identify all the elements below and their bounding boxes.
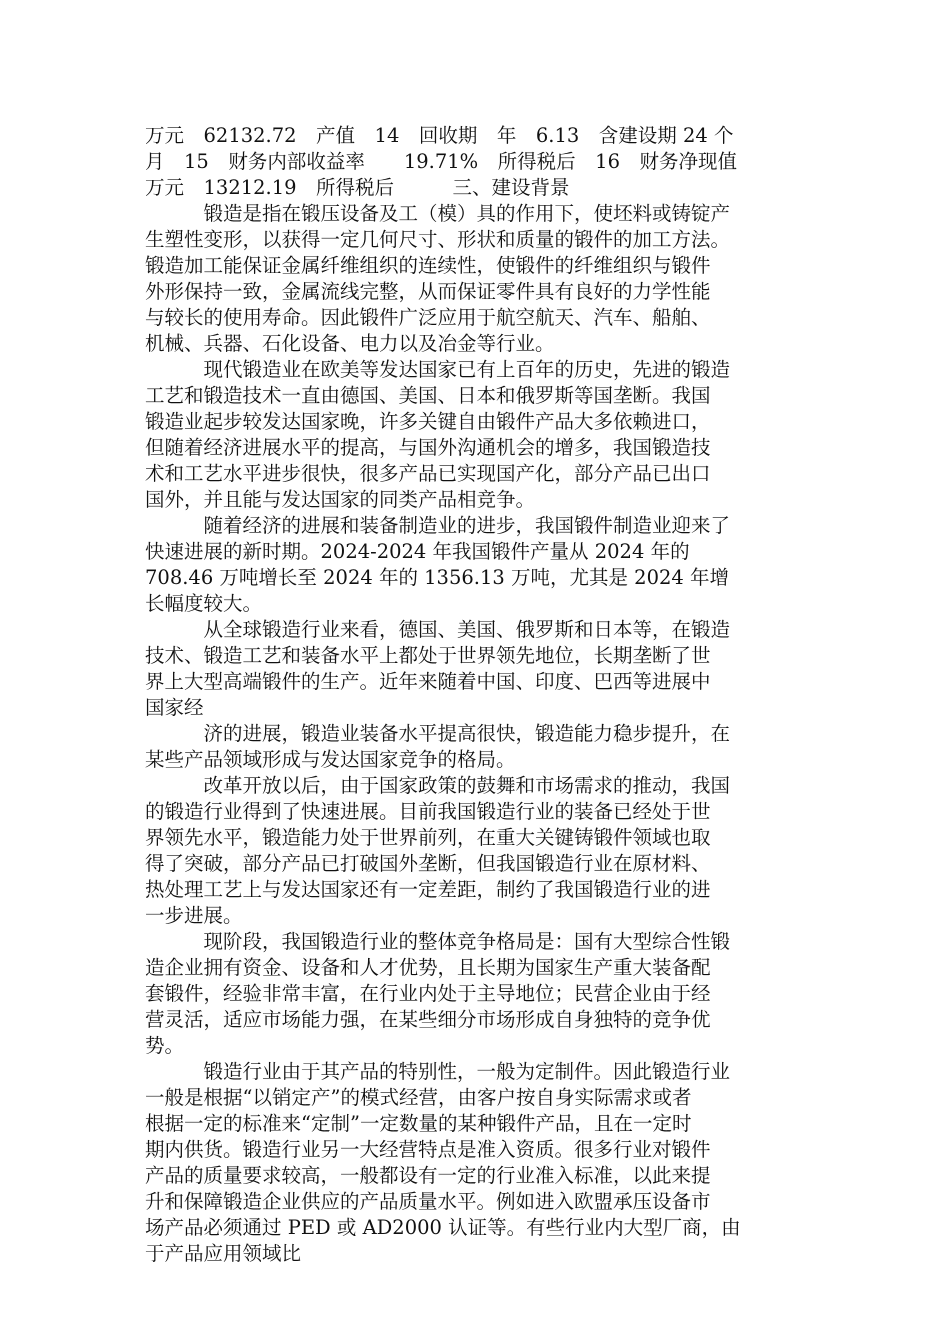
text-line: 但随着经济进展水平的提高，与国外沟通机会的增多，我国锻造技 [145,436,711,459]
text-line: 708.46 万吨增长至 2024 年的 1356.13 万吨，尤其是 2024 年增 [145,566,730,589]
text-line: 一步进展。 [145,904,243,927]
text-line: 套锻件，经验非常丰富，在行业内处于主导地位；民营企业由于经 [145,982,711,1005]
paragraph-4 [145,617,817,721]
text-line: 锻造是指在锻压设备及工（模）具的作用下，使坯料或铸锭产 [145,202,731,225]
text-line: 济的进展，锻造业装备水平提高很快，锻造能力稳步提升，在 [145,722,731,745]
header-line: 万元 13212.19 所得税后 三、建设背景 [145,176,570,199]
text-line: 锻造加工能保证金属纤维组织的连续性，使锻件的纤维组织与锻件 [145,254,711,277]
paragraph-1 [145,201,817,357]
text-line: 期内供货。锻造行业另一大经营特点是准入资质。很多行业对锻件 [145,1138,711,1161]
text-line: 界领先水平，锻造能力处于世界前列，在重大关键铸锻件领域也取 [145,826,711,849]
text-line: 一般是根据“以销定产”的模式经营，由客户按自身实际需求或者 [145,1086,692,1109]
header-line: 万元 62132.72 产值 14 回收期 年 6.13 含建设期 24 个 [145,124,734,147]
paragraph-2 [145,357,817,513]
text-line: 国外，并且能与发达国家的同类产品相竞争。 [145,488,536,511]
document-page [145,123,817,1267]
text-line: 从全球锻造行业来看，德国、美国、俄罗斯和日本等，在锻造 [145,618,731,641]
text-line: 术和工艺水平进步很快，很多产品已实现国产化，部分产品已出口 [145,462,711,485]
text-line: 长幅度较大。 [145,592,263,615]
text-line: 工艺和锻造技术一直由德国、美国、日本和俄罗斯等国垄断。我国 [145,384,711,407]
text-line: 外形保持一致，金属流线完整，从而保证零件具有良好的力学性能 [145,280,711,303]
text-line: 与较长的使用寿命。因此锻件广泛应用于航空航天、汽车、船舶、 [145,306,711,329]
header-block [145,123,817,201]
text-line: 某些产品领域形成与发达国家竞争的格局。 [145,748,516,771]
text-line: 机械、兵器、石化设备、电力以及冶金等行业。 [145,332,555,355]
text-line: 改革开放以后，由于国家政策的鼓舞和市场需求的推动，我国 [145,774,731,797]
text-line: 产品的质量要求较高，一般都设有一定的行业准入标准，以此来提 [145,1164,711,1187]
text-line: 现阶段，我国锻造行业的整体竞争格局是：国有大型综合性锻 [145,930,731,953]
text-line: 营灵活，适应市场能力强，在某些细分市场形成自身独特的竞争优 [145,1008,711,1031]
text-line: 的锻造行业得到了快速进展。目前我国锻造行业的装备已经处于世 [145,800,711,823]
text-line: 根据一定的标准来“定制”一定数量的某种锻件产品，且在一定时 [145,1112,692,1135]
text-line: 得了突破，部分产品已打破国外垄断，但我国锻造行业在原材料、 [145,852,711,875]
paragraph-6 [145,773,817,929]
text-line: 热处理工艺上与发达国家还有一定差距，制约了我国锻造行业的进 [145,878,711,901]
header-line: 月 15 财务内部收益率 19.71% 所得税后 16 财务净现值 [145,150,737,173]
paragraph-8 [145,1059,817,1267]
text-line: 锻造行业由于其产品的特别性，一般为定制件。因此锻造行业 [145,1060,731,1083]
paragraph-3 [145,513,817,617]
text-line: 造企业拥有资金、设备和人才优势，且长期为国家生产重大装备配 [145,956,711,979]
text-line: 场产品必须通过 PED 或 AD2000 认证等。有些行业内大型厂商，由 [145,1216,741,1239]
text-line: 锻造业起步较发达国家晚，许多关键自由锻件产品大多依赖进口， [145,410,711,433]
text-line: 升和保障锻造企业供应的产品质量水平。例如进入欧盟承压设备市 [145,1190,711,1213]
text-line: 于产品应用领域比 [145,1242,302,1265]
text-line: 随着经济的进展和装备制造业的进步，我国锻件制造业迎来了 [145,514,731,537]
text-line: 国家经 [145,696,204,719]
text-line: 现代锻造业在欧美等发达国家已有上百年的历史，先进的锻造 [145,358,731,381]
text-line: 界上大型高端锻件的生产。近年来随着中国、印度、巴西等进展中 [145,670,711,693]
text-line: 技术、锻造工艺和装备水平上都处于世界领先地位，长期垄断了世 [145,644,711,667]
paragraph-5 [145,721,817,773]
text-line: 生塑性变形，以获得一定几何尺寸、形状和质量的锻件的加工方法。 [145,228,731,251]
paragraph-7 [145,929,817,1059]
text-line: 势。 [145,1034,185,1057]
text-line: 快速进展的新时期。2024-2024 年我国锻件产量从 2024 年的 [145,540,690,563]
